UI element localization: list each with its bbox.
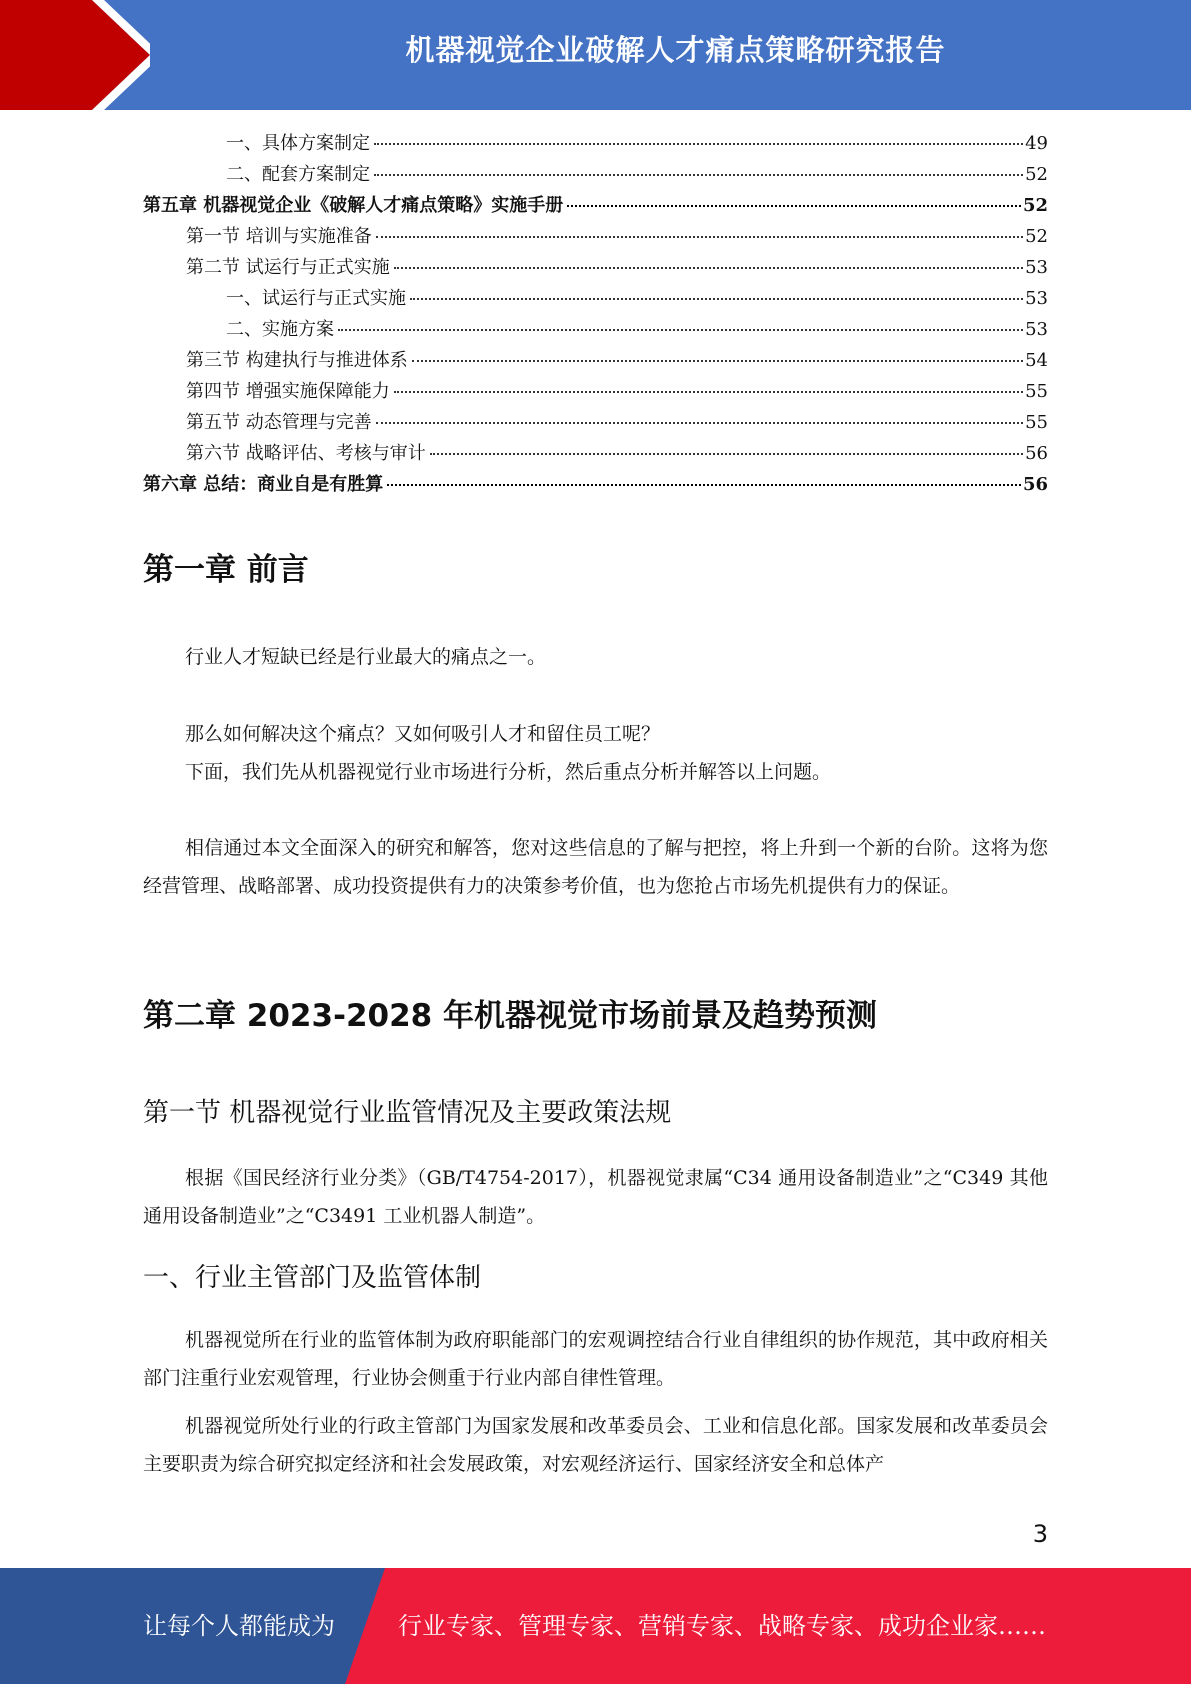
toc-entry-page: 52 — [1025, 164, 1048, 185]
toc-entry-label: 第二节 试运行与正式实施 — [186, 257, 390, 278]
header-red-block — [0, 0, 70, 110]
toc-leader-dots — [410, 298, 1023, 300]
toc-entry-page: 53 — [1025, 288, 1048, 309]
toc-leader-dots — [376, 236, 1023, 238]
toc-entry[interactable] — [143, 160, 1048, 191]
header-title: 机器视觉企业破解人才痛点策略研究报告 — [405, 33, 946, 67]
toc-leader-dots — [374, 174, 1023, 176]
toc-entry-label: 一、具体方案制定 — [226, 133, 370, 154]
toc-leader-dots — [374, 143, 1023, 145]
paragraph: 行业人才短缺已经是行业最大的痛点之一。 — [185, 646, 547, 668]
header-chevron-icon — [70, 0, 150, 110]
toc-leader-dots — [376, 422, 1023, 424]
toc-entry-label: 第五节 动态管理与完善 — [186, 412, 372, 433]
toc-entry[interactable] — [143, 377, 1048, 408]
toc-entry-page: 49 — [1025, 133, 1048, 154]
toc-entry-label: 第五章 机器视觉企业《破解人才痛点策略》实施手册 — [143, 195, 564, 216]
toc-entry-label: 第三节 构建执行与推进体系 — [186, 350, 408, 371]
toc-entry-page: 52 — [1022, 195, 1048, 216]
toc-entry[interactable] — [143, 129, 1048, 160]
toc-leader-dots — [412, 360, 1023, 362]
toc-entry-page: 53 — [1025, 319, 1048, 340]
toc-leader-dots — [394, 391, 1023, 393]
page-header — [0, 0, 1191, 110]
page-number: 3 — [1032, 1520, 1048, 1548]
chapter-1-heading: 第一章 前言 — [143, 552, 309, 588]
toc-entry[interactable] — [143, 470, 1048, 501]
toc-entry-label: 第六节 战略评估、考核与审计 — [186, 443, 426, 464]
toc-entry-page: 52 — [1025, 226, 1048, 247]
chapter-2-heading: 第二章 2023-2028 年机器视觉市场前景及趋势预测 — [143, 998, 878, 1034]
toc-entry-page: 56 — [1025, 443, 1048, 464]
subsection-heading: 一、行业主管部门及监管体制 — [143, 1263, 482, 1293]
toc-entry[interactable] — [143, 284, 1048, 315]
paragraph: 机器视觉所在行业的监管体制为政府职能部门的宏观调控结合行业自律组织的协作规范，其中政府相关部门注重行业宏观管理，行业协会侧重于行业内部自律性管理。 — [143, 1329, 1048, 1389]
toc-leader-dots — [430, 453, 1023, 455]
toc-entry[interactable] — [143, 408, 1048, 439]
toc-entry-page: 56 — [1022, 474, 1048, 495]
toc-leader-dots — [338, 329, 1023, 331]
toc-entry-page: 55 — [1025, 412, 1048, 433]
toc-entry-label: 二、配套方案制定 — [226, 164, 370, 185]
toc-entry-label: 第六章 总结：商业自是有胜算 — [143, 474, 384, 495]
toc-entry[interactable] — [143, 346, 1048, 377]
footer-slogan-right: 行业专家、管理专家、营销专家、战略专家、成功企业家…… — [398, 1612, 1046, 1640]
toc-entry-page: 53 — [1025, 257, 1048, 278]
toc-leader-dots — [394, 267, 1023, 269]
paragraph: 下面，我们先从机器视觉行业市场进行分析，然后重点分析并解答以上问题。 — [185, 761, 832, 783]
toc-entry[interactable] — [143, 191, 1048, 222]
toc-entry-label: 第四节 增强实施保障能力 — [186, 381, 390, 402]
paragraph: 相信通过本文全面深入的研究和解答，您对这些信息的了解与把控，将上升到一个新的台阶。这将为您经营管理、战略部署、成功投资提供有力的决策参考价值，也为您抢占市场先机提供有力的保证。 — [143, 837, 1048, 897]
paragraph: 那么如何解决这个痛点？又如何吸引人才和留住员工呢？ — [185, 723, 661, 745]
footer-slogan-left: 让每个人都能成为 — [143, 1612, 335, 1640]
toc-entry-label: 一、试运行与正式实施 — [226, 288, 406, 309]
paragraph: 机器视觉所处行业的行政主管部门为国家发展和改革委员会、工业和信息化部。国家发展和改革委员会主要职责为综合研究拟定经济和社会发展政策，对宏观经济运行、国家经济安全和总体产 — [143, 1415, 1048, 1475]
toc-entry-label: 二、实施方案 — [226, 319, 334, 340]
toc-entry[interactable] — [143, 222, 1048, 253]
toc-leader-dots — [567, 205, 1021, 207]
toc-entry-page: 55 — [1025, 381, 1048, 402]
paragraph: 根据《国民经济行业分类》（GB/T4754-2017），机器视觉隶属“C34 通用设备制造业”之“C349 其他通用设备制造业”之“C3491 工业机器人制造”。 — [143, 1167, 1048, 1227]
toc-entry-label: 第一节 培训与实施准备 — [186, 226, 372, 247]
toc-entry[interactable] — [143, 315, 1048, 346]
toc-leader-dots — [387, 484, 1021, 486]
toc-entry[interactable] — [143, 253, 1048, 284]
table-of-contents — [143, 129, 1048, 501]
toc-entry[interactable] — [143, 439, 1048, 470]
page-footer — [0, 1568, 1191, 1684]
section-heading: 第一节 机器视觉行业监管情况及主要政策法规 — [143, 1098, 672, 1128]
toc-entry-page: 54 — [1025, 350, 1048, 371]
